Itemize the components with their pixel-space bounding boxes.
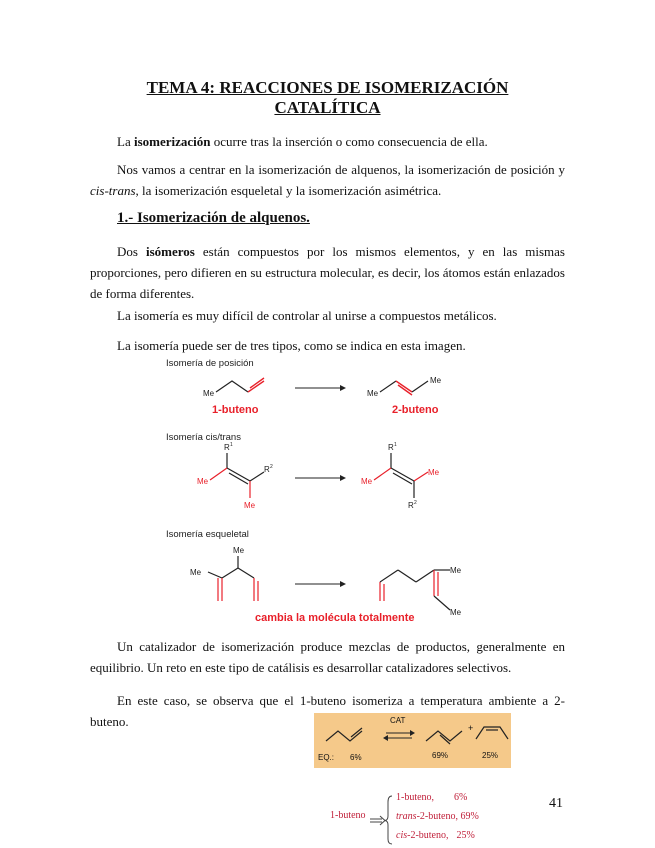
svg-text:R: R bbox=[224, 443, 230, 452]
equilibrium-box bbox=[314, 713, 511, 768]
section-heading: 1.- Isomerización de alquenos. bbox=[117, 210, 310, 226]
plus-sign: + bbox=[468, 723, 474, 733]
butene2-label: 2-buteno bbox=[392, 404, 439, 416]
svg-text:R: R bbox=[388, 443, 394, 452]
trans-structure bbox=[361, 442, 440, 510]
svg-text:2: 2 bbox=[414, 500, 417, 506]
cistrans-isomerism-label: Isomería cis/trans bbox=[166, 432, 241, 443]
pct-1-butene: 6% bbox=[350, 753, 362, 762]
paragraph-focus: Nos vamos a centrar en la isomerización de alquenos, la isomerización de posición y cis-trans, la isomerización esqueletal y la isomerización asimétrica. bbox=[90, 162, 565, 198]
svg-text:Me: Me bbox=[430, 376, 442, 385]
paragraph-difficulty: La isomería es muy difícil de controlar al unirse a compuestos metálicos. bbox=[117, 308, 497, 323]
brace-arrow bbox=[368, 794, 398, 846]
butene2-structure bbox=[367, 376, 442, 398]
svg-text:Me: Me bbox=[450, 566, 462, 575]
skeletal-isomerism-label: Isomería esqueletal bbox=[166, 529, 249, 540]
product-distribution bbox=[330, 790, 530, 848]
cat-label: CAT bbox=[390, 716, 406, 725]
cis-structure bbox=[197, 442, 273, 510]
svg-text:R: R bbox=[264, 465, 270, 474]
product-cis-2-butene: cis-2-buteno, 25% bbox=[396, 830, 475, 841]
paragraph-catalyst: Un catalizador de isomerización produce mezclas de productos, generalmente en equilibrio. Un reto en este tipo de catálisis es desarrollar catalizadores selectivos. bbox=[90, 639, 565, 675]
position-isomerism-label: Isomería de posición bbox=[166, 358, 254, 369]
isomerism-figure bbox=[160, 356, 500, 631]
page-title-line1: TEMA 4: REACCIONES DE ISOMERIZACIÓN bbox=[146, 78, 509, 97]
svg-text:R: R bbox=[408, 501, 414, 510]
product-1-butene: 1-buteno, 6% bbox=[396, 792, 468, 803]
svg-text:1: 1 bbox=[394, 442, 397, 448]
skeletal-caption: cambia la molécula totalmente bbox=[255, 612, 415, 624]
svg-text:Me: Me bbox=[450, 608, 462, 617]
butene1-structure bbox=[203, 378, 264, 398]
eq-label: EQ.: bbox=[318, 753, 335, 762]
paragraph-isomerization-intro: La isomerización ocurre tras la inserción o como consecuencia de ella. bbox=[117, 134, 488, 149]
product-trans-2-butene: trans-2-buteno, 69% bbox=[396, 811, 479, 822]
svg-text:Me: Me bbox=[203, 389, 215, 398]
svg-text:Me: Me bbox=[197, 477, 209, 486]
butene1-label: 1-buteno bbox=[212, 404, 259, 416]
svg-text:1: 1 bbox=[230, 442, 233, 448]
paragraph-isomers-definition: Dos isómeros están compuestos por los mismos elementos, y en las mismas proporciones, pero difieren en su estructura molecular, es decir, los átomos están enlazados de forma diferentes. bbox=[90, 244, 565, 301]
svg-text:Me: Me bbox=[244, 501, 256, 510]
svg-text:Me: Me bbox=[428, 468, 440, 477]
pct-trans-2-butene: 69% bbox=[432, 751, 449, 760]
page-title-line2: CATALÍTICA bbox=[274, 98, 381, 117]
svg-text:Me: Me bbox=[367, 389, 379, 398]
page-number: 41 bbox=[549, 796, 563, 811]
start-compound: 1-buteno bbox=[330, 810, 366, 821]
pct-cis-2-butene: 25% bbox=[482, 751, 499, 760]
paragraph-three-types: La isomería puede ser de tres tipos, como se indica en esta imagen. bbox=[117, 338, 466, 353]
isomerism-structures bbox=[160, 356, 500, 631]
svg-text:Me: Me bbox=[190, 568, 202, 577]
paragraph-butene-case: En este caso, se observa que el 1-buteno isomeriza a temperatura ambiente a 2-buteno. bbox=[90, 693, 565, 729]
svg-text:Me: Me bbox=[361, 477, 373, 486]
skeletal-product-structure bbox=[380, 566, 462, 617]
skeletal-start-structure bbox=[190, 546, 258, 601]
svg-text:Me: Me bbox=[233, 546, 245, 555]
svg-text:2: 2 bbox=[270, 464, 273, 470]
